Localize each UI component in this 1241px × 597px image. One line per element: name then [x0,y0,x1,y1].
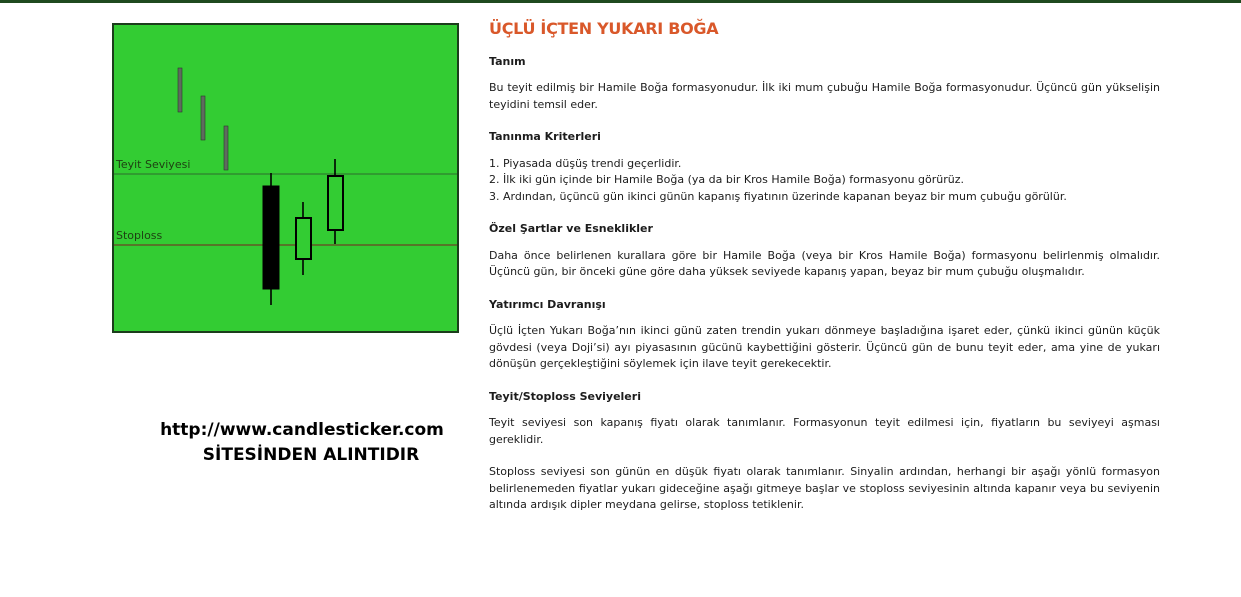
candlestick-svg [114,25,457,331]
levels-text-confirmation: Teyit seviyesi son kapanış fiyatı olarak tanımlanır. Formasyonun teyit edilmesi için, fiyatların bu seviyeyi aşması gereklidir. [489,416,1160,446]
criteria-item: 3. Ardından, üçüncü gün ikinci günün kapanış fiyatının üzerinde kapanan beyaz bir mum çubuğu görülür. [489,189,1067,203]
trend-bar-3 [224,126,228,170]
criteria-item: 2. İlk iki gün içinde bir Hamile Boğa (ya da bir Kros Hamile Boğa) formasyonu görürüz. [489,173,965,186]
section-special-conditions [489,221,1160,281]
special-heading: Özel Şartlar ve Esneklikler [489,222,653,235]
definition-text: Bu teyit edilmiş bir Hamile Boğa formasyonudur. İlk iki mum çubuğu Hamile Boğa formasyonudur. Üçüncü gün yükselişin teyidini temsil eder. [489,81,1160,111]
stoploss-level-label: Stoploss [116,229,163,242]
confirmation-level-label: Teyit Seviyesi [116,158,191,171]
source-credit: SİTESİNDEN ALINTIDIR [202,445,420,465]
section-investor-behavior [489,297,1160,373]
source-attribution [112,418,492,468]
levels-heading: Teyit/Stoploss Seviyeleri [489,389,641,403]
article-title: ÜÇLÜ İÇTEN YUKARI BOĞA [489,19,719,38]
candle-2-body [296,218,311,259]
trend-bar-2 [201,96,205,140]
criteria-heading: Tanınma Kriterleri [489,130,601,143]
candlestick-illustration [112,23,459,333]
section-criteria [489,129,1160,205]
definition-heading: Tanım [489,54,526,68]
levels-text-stoploss: Stoploss seviyesi son günün en düşük fiyatı olarak tanımlanır. Sinyalin ardından, herhangi bir aşağı yönlü formasyon belirlenemeden fiyatlar yukarı gideceğine aşağı gitmeye başlar ve stoploss seviyesinin altında kapanır veya bu seviyenin altında ardışık dipler meydana gelirse, stoploss tetiklenir. [489,465,1160,511]
criteria-item: 1. Piyasada düşüş trendi geçerlidir. [489,156,682,170]
investor-text: Üçlü İçten Yukarı Boğa’nın ikinci günü zaten trendin yukarı dönmeye başladığına işaret eder, çünkü ikinci günün küçük gövdesi (veya Doji’si) ayı piyasasının gücünü kaybettiğini gösterir. Üçüncü gün de bunu teyit eder, ama yine de yukarı dönüşün gerçekleştiğini söylemek için ilave teyit gerekecektir. [489,324,1160,370]
special-text: Daha önce belirlenen kurallara göre bir Hamile Boğa (veya bir Kros Hamile Boğa) formasyonu belirlenmiş olmalıdır. Üçüncü gün, bir önceki güne göre daha yüksek seviyede kapanış yapan, beyaz bir mum çubuğu oluşmalıdır. [489,248,1160,278]
candle-3-body [328,176,343,230]
section-levels [489,389,1160,514]
criteria-list [489,156,1160,206]
investor-heading: Yatırımcı Davranışı [489,297,606,311]
candle-1-body [263,186,279,289]
section-definition [489,54,1160,114]
article [489,21,1160,530]
top-rule [0,0,1241,3]
trend-bar-1 [178,68,182,112]
source-url: http://www.candlesticker.com [160,420,444,440]
